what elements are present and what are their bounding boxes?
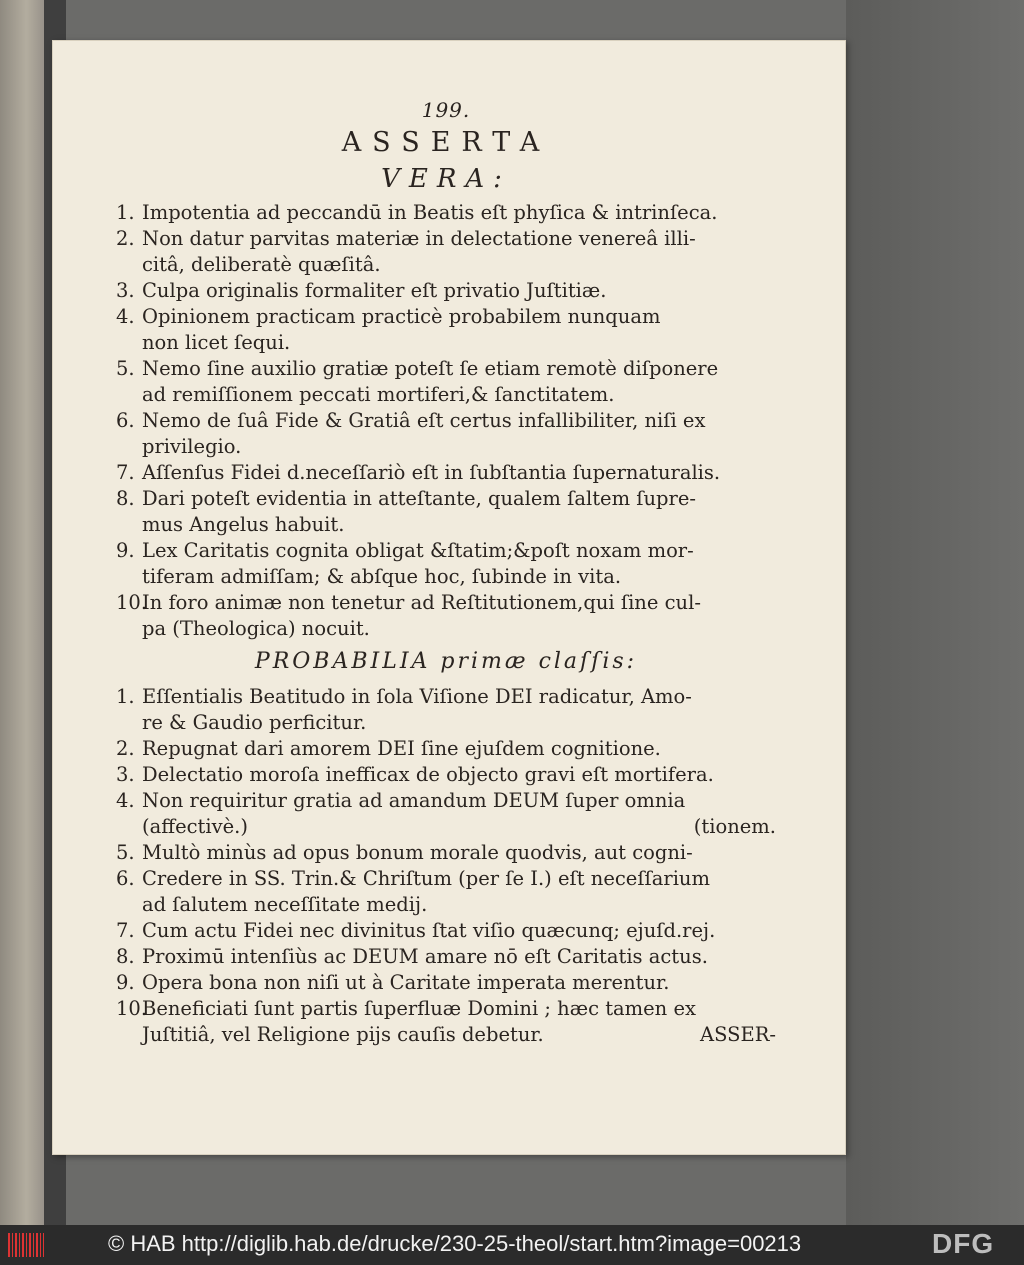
text-line: pa (Theologica) nocuit. [142, 617, 370, 640]
item-number: 1. [116, 201, 135, 224]
item-number: 5. [116, 357, 135, 380]
item-number: 7. [116, 919, 135, 942]
item-text [142, 996, 776, 1048]
vera-item [116, 538, 776, 590]
item-number: 8. [116, 487, 135, 510]
item-text [142, 460, 776, 486]
probabilia-item [116, 996, 776, 1048]
text-line: re & Gaudio perficitur. [142, 711, 367, 734]
probabilia-item [116, 840, 776, 866]
page-text [116, 98, 776, 1048]
item-text [142, 304, 776, 356]
item-text [142, 944, 776, 970]
text-line [142, 814, 776, 840]
text-line [142, 1022, 776, 1048]
vera-list [116, 200, 776, 642]
probabilia-item [116, 762, 776, 788]
item-number: 8. [116, 945, 135, 968]
item-text [142, 226, 776, 278]
item-text [142, 278, 776, 304]
item-text [142, 200, 776, 226]
probabilia-item [116, 788, 776, 840]
item-number: 9. [116, 539, 135, 562]
footer-attribution[interactable]: © HAB http://diglib.hab.de/drucke/230-25-theol/start.htm?image=00213 [108, 1231, 802, 1256]
item-text [142, 762, 776, 788]
probabilia-item [116, 736, 776, 762]
page-heading: ASSERTA [341, 127, 551, 158]
item-text [142, 356, 776, 408]
text-line: Repugnat dari amorem DEI ſine ejuſdem cognitione. [142, 737, 661, 760]
vera-item [116, 200, 776, 226]
probabilia-heading: PROBABILIA primæ claſſis: [254, 649, 638, 674]
text-line: Non requiritur gratia ad amandum DEUM ſuper omnia [142, 789, 686, 812]
item-text [142, 840, 776, 866]
page-subheading: VERA: [381, 164, 511, 194]
text-line: Aſſenſus Fidei d.neceſſariò eſt in ſubſtantia ſupernaturalis. [142, 461, 721, 484]
probabilia-item [116, 970, 776, 996]
item-text [142, 866, 776, 918]
text-line: Impotentia ad peccandū in Beatis eſt phyſica & intrinſeca. [142, 201, 718, 224]
item-text [142, 538, 776, 590]
text-line: citâ, deliberatè quæſitâ. [142, 253, 381, 276]
text-line: Beneficiati ſunt partis ſuperfluæ Domini ; hæc tamen ex [142, 997, 696, 1020]
vera-item [116, 408, 776, 460]
probabilia-list [116, 684, 776, 1048]
item-text [142, 684, 776, 736]
text-line: Eſſentialis Beatitudo in ſola Viſione DEI radicatur, Amo- [142, 685, 692, 708]
item-number: 5. [116, 841, 135, 864]
item-number: 6. [116, 867, 135, 890]
footer-bar [0, 1225, 1024, 1265]
item-number: 7. [116, 461, 135, 484]
item-text [142, 408, 776, 460]
item-text [142, 918, 776, 944]
book-page [52, 40, 846, 1155]
text-line: ad ſalutem neceſſitate medij. [142, 893, 428, 916]
vera-item [116, 460, 776, 486]
text-line: Credere in SS. Trin.& Chriſtum (per ſe I.) eſt neceſſarium [142, 867, 710, 890]
item-text [142, 486, 776, 538]
text-line: Dari poteſt evidentia in atteſtante, qualem ſaltem ſupre- [142, 487, 696, 510]
item-text [142, 590, 776, 642]
text-line: Non datur parvitas materiæ in delectatione venereâ illi- [142, 227, 696, 250]
vera-item [116, 304, 776, 356]
item-number: 4. [116, 305, 135, 328]
text-line: Proximū intenſiùs ac DEUM amare nō eſt Caritatis actus. [142, 945, 708, 968]
item-text [142, 970, 776, 996]
item-number: 1. [116, 685, 135, 708]
text-line: In foro animæ non tenetur ad Reſtitutionem,qui ſine cul- [142, 591, 701, 614]
text-line: Nemo de ſuâ Fide & Gratiâ eſt certus infallibiliter, niſi ex [142, 409, 706, 432]
hab-barcode-icon [8, 1233, 44, 1257]
vera-item [116, 486, 776, 538]
text-line: Multò minùs ad opus bonum morale quodvis, aut cogni- [142, 841, 693, 864]
item-number: 6. [116, 409, 135, 432]
item-number: 9. [116, 971, 135, 994]
item-number: 4. [116, 789, 135, 812]
line-left: (affectivè.) [142, 815, 248, 838]
vera-item [116, 226, 776, 278]
item-number: 2. [116, 737, 135, 760]
dfg-logo: DFG [932, 1228, 995, 1259]
text-line: mus Angelus habuit. [142, 513, 345, 536]
text-line: tiferam admiſſam; & abſque hoc, ſubinde in vita. [142, 565, 622, 588]
text-line: Delectatio moroſa inefficax de objecto gravi eſt mortifera. [142, 763, 714, 786]
facing-page-edge [0, 0, 44, 1225]
item-number: 10. [116, 591, 148, 614]
text-line: Cum actu Fidei nec divinitus ſtat viſio quæcunq; ejuſd.rej. [142, 919, 716, 942]
text-line: ad remiſſionem peccati mortiferi,& ſanctitatem. [142, 383, 615, 406]
item-number: 3. [116, 279, 135, 302]
vera-item [116, 278, 776, 304]
probabilia-item [116, 684, 776, 736]
text-line: Opinionem practicam practicè probabilem nunquam [142, 305, 661, 328]
item-number: 2. [116, 227, 135, 250]
text-line: non licet ſequi. [142, 331, 291, 354]
item-text [142, 736, 776, 762]
probabilia-item [116, 918, 776, 944]
item-number: 3. [116, 763, 135, 786]
text-line: privilegio. [142, 435, 242, 458]
item-text [142, 788, 776, 840]
text-line: Nemo ſine auxilio gratiæ poteſt ſe etiam remotè diſponere [142, 357, 719, 380]
page-number: 199. [421, 98, 471, 122]
line-right: (tionem. [693, 815, 776, 838]
item-number: 10. [116, 997, 148, 1020]
line-right: ASSER- [700, 1023, 776, 1046]
background-surface [846, 0, 1024, 1225]
text-line: Culpa originalis formaliter eſt privatio Juſtitiæ. [142, 279, 607, 302]
line-left: Juſtitiâ, vel Religione pijs cauſis debetur. [142, 1023, 544, 1046]
vera-item [116, 590, 776, 642]
probabilia-item [116, 944, 776, 970]
text-line: Lex Caritatis cognita obligat &ſtatim;&poſt noxam mor- [142, 539, 694, 562]
probabilia-item [116, 866, 776, 918]
text-line: Opera bona non niſi ut à Caritate imperata merentur. [142, 971, 670, 994]
vera-item [116, 356, 776, 408]
